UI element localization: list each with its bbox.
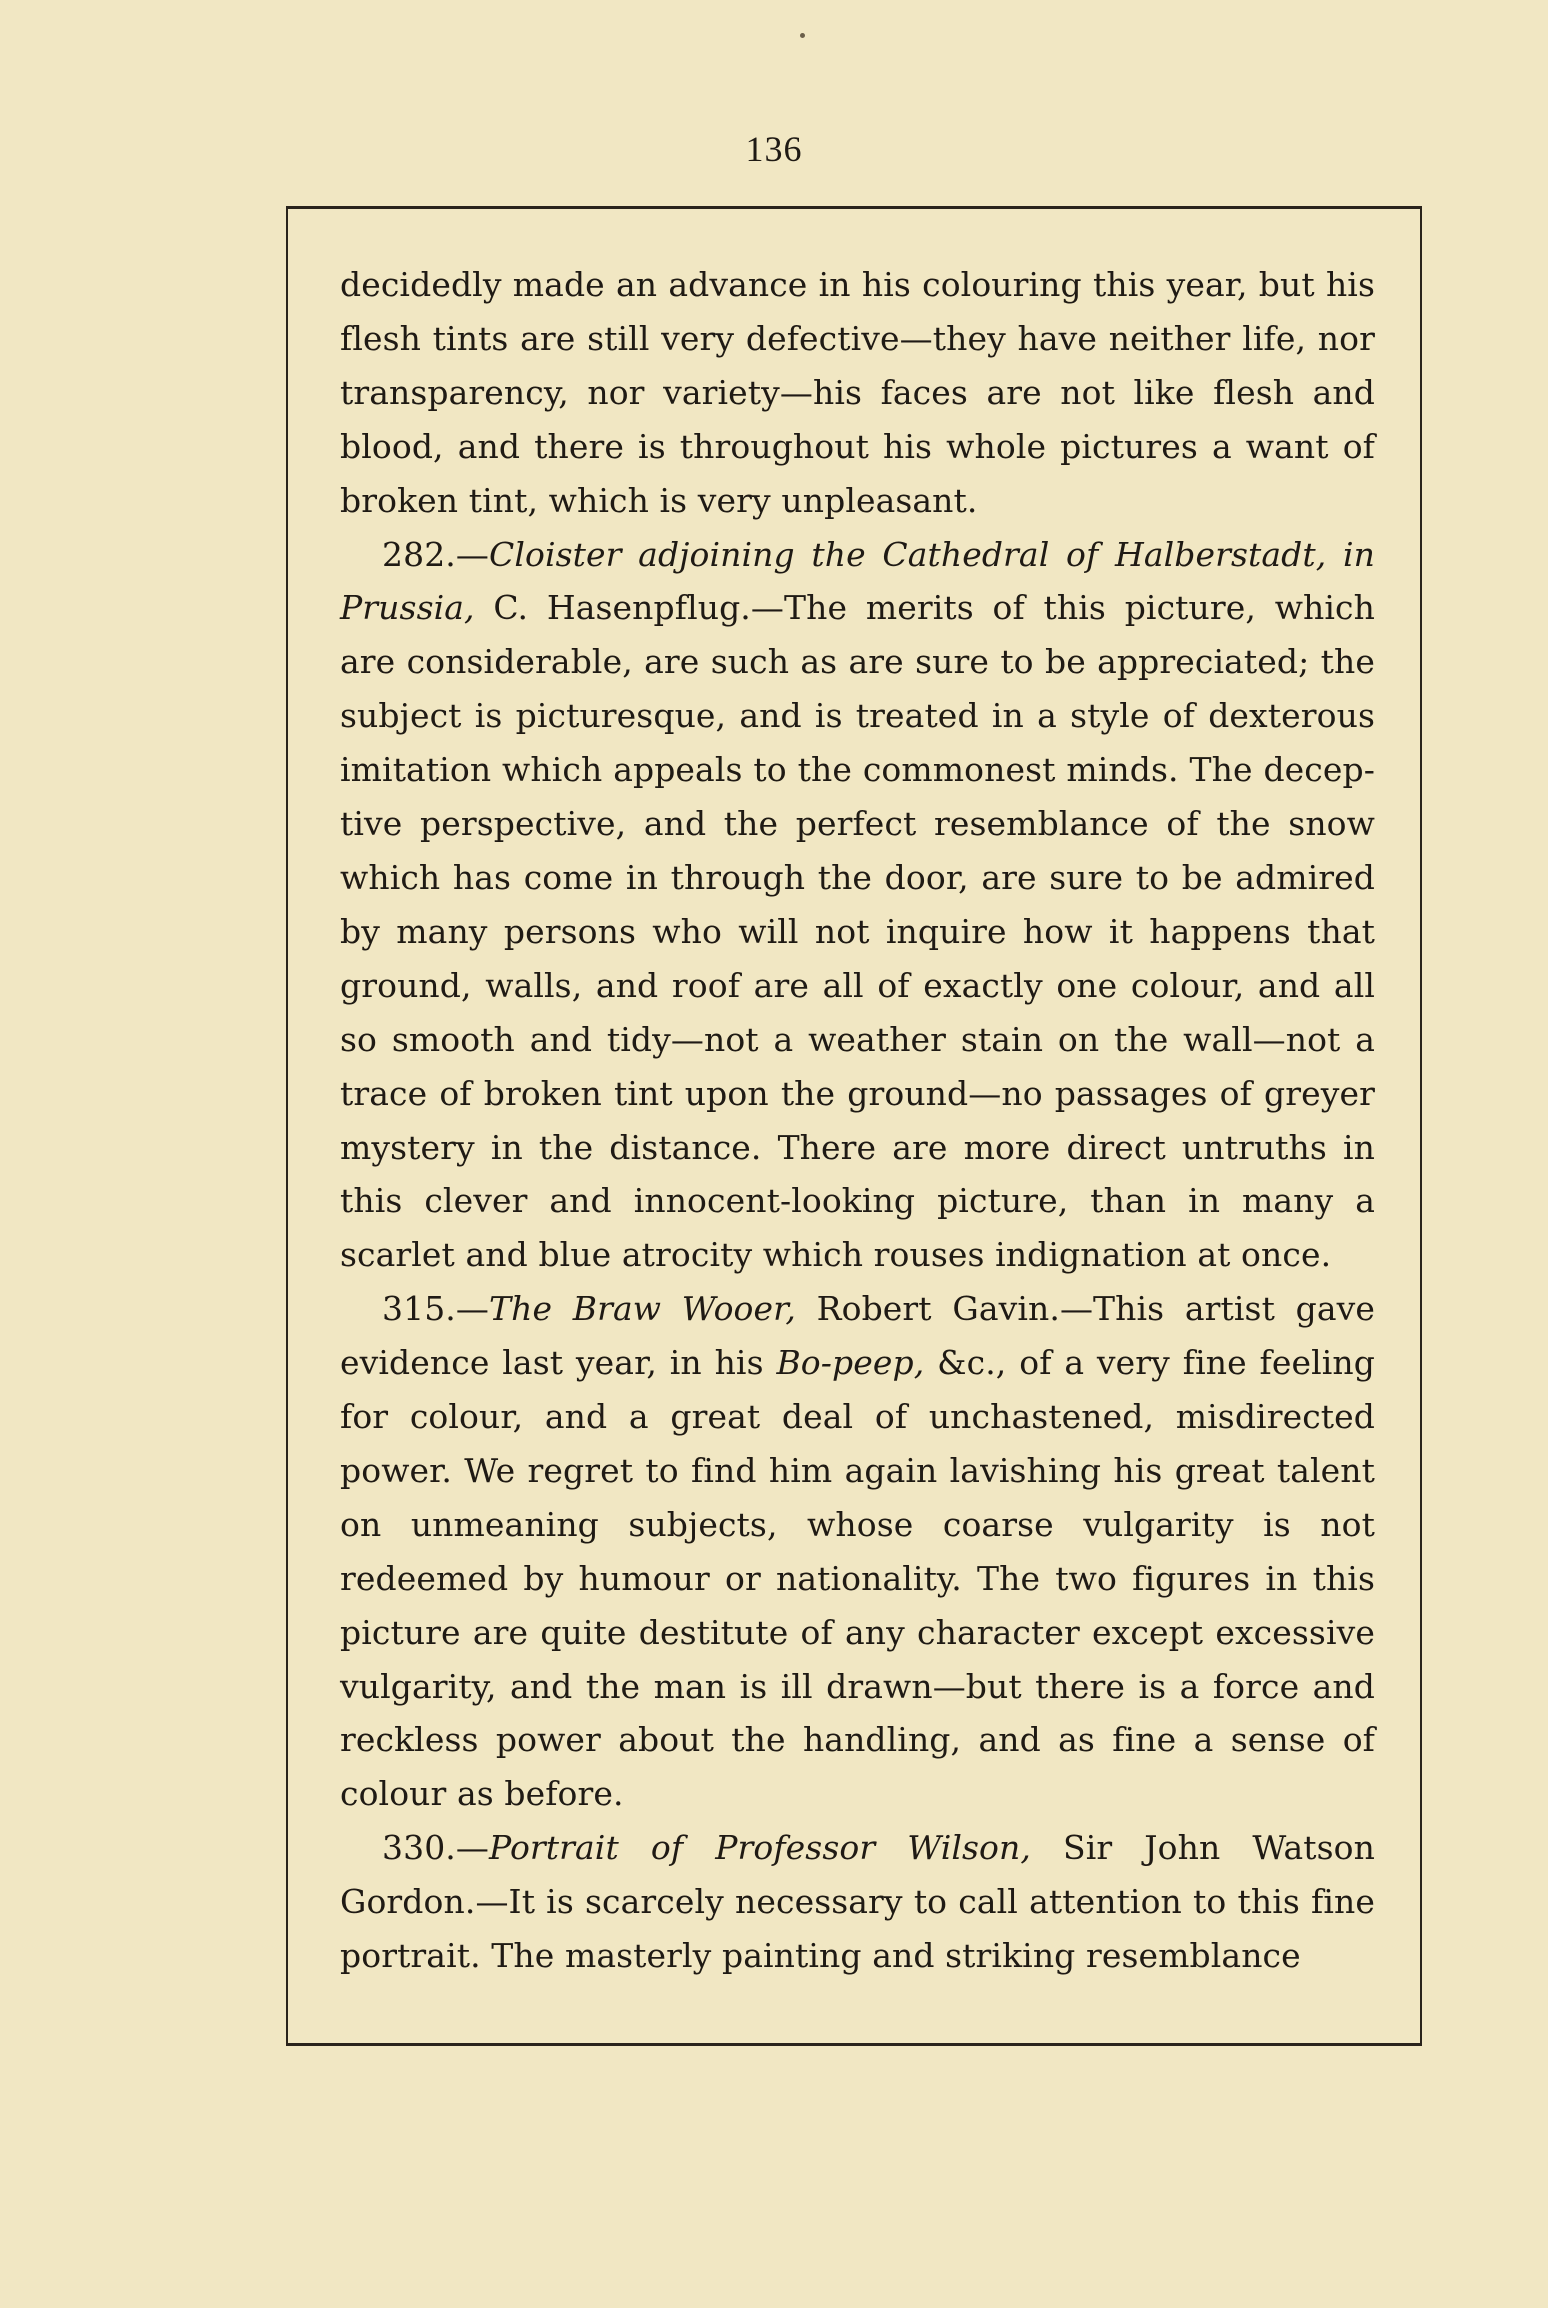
paragraph-continuation: decidedly made an advance in his colouring this year, but his flesh tints are still very defective—they have neither life, nor transparency, nor variety—his faces are not like flesh and blood, and there is throughout his whole pictures a want of broken tint, which is very unpleasant. (340, 265, 1375, 520)
entry-315 (340, 1282, 1375, 1821)
referenced-work-title: Bo-peep, (776, 1343, 925, 1383)
artwork-title: Portrait of Professor Wilson, (488, 1828, 1031, 1868)
ink-speck (800, 33, 805, 38)
entry-282 (340, 528, 1375, 1283)
entry-body-continued: &c., of a very fine feeling for colour, and a great deal of unchastened, misdirected power. We regret to find him again lavishing his great talent on unmeaning subjects, whose coarse vulgarity is not redeemed by humour or nationality. The two figures in this picture are quite destitute of any character except excessive vulgarity, and the man is ill drawn—but there is a force and reckless power about the handling, and as fine a sense of colour as before. (340, 1343, 1375, 1814)
entry-number: 282.— (382, 534, 489, 574)
artist-name: Sir John Watson Gordon. (340, 1828, 1375, 1922)
entry-body: —It is scarcely necessary to call attention to this fine portrait. The masterly painting and striking resemblance (340, 1882, 1375, 1976)
artwork-title: Cloister adjoining the Cathedral of Halberstadt, in Prussia, (340, 534, 1375, 628)
artwork-title: The Braw Wooer, (488, 1289, 796, 1329)
entry-body: —This artist gave evidence last year, in his (340, 1289, 1375, 1383)
page-number: 136 (745, 129, 803, 169)
entry-number: 315.— (382, 1289, 489, 1329)
artist-name: C. Hasenpflug. (474, 588, 751, 628)
artist-name: Robert Gavin. (795, 1289, 1060, 1329)
entry-body: —The merits of this picture, which are considerable, are such as are sure to be appreciated; the subject is picturesque, and is treated in a style of dexterous imitation which appeals to the commonest minds. The decep-tive perspective, and the perfect resemblance of the snow which has come in through the door, are sure to be admired by many persons who will not inquire how it happens that ground, walls, and roof are all of exactly one colour, and all so smooth and tidy—not a weather stain on the wall—not a trace of broken tint upon the ground—no passages of greyer mystery in the distance. There are more direct untruths in this clever and innocent-looking picture, than in many a scarlet and blue atrocity which rouses indignation at once. (340, 588, 1375, 1275)
entry-330 (340, 1821, 1375, 1983)
entry-number: 330.— (382, 1828, 489, 1868)
page-body (340, 258, 1375, 1983)
